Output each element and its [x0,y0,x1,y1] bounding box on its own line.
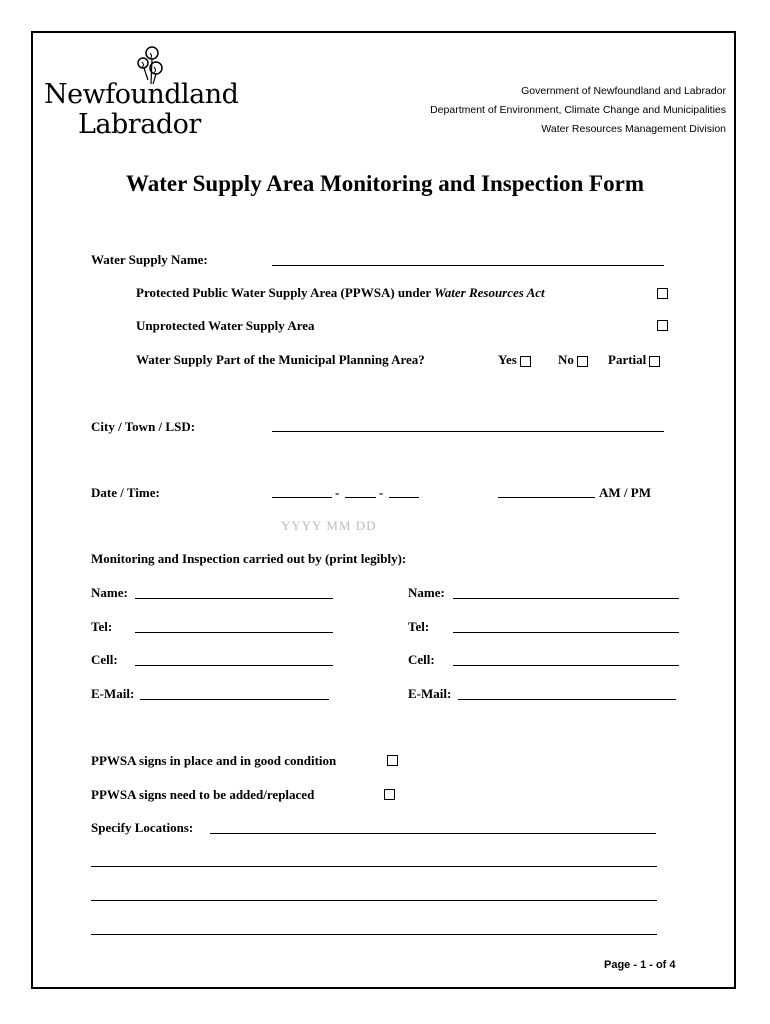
signs-replace-label: PPWSA signs need to be added/replaced [91,787,315,802]
time-field[interactable] [498,497,595,498]
am-pm-label: AM / PM [599,485,651,500]
date-time-label: Date / Time: [91,485,160,500]
water-supply-name-field[interactable] [272,265,664,266]
date-separator: - [379,485,384,500]
inspector1-email-field[interactable] [140,699,329,700]
inspector2-name-field[interactable] [453,598,679,599]
city-town-lsd-field[interactable] [272,431,664,432]
locations-field-line[interactable] [91,866,657,867]
planning-area-question: Water Supply Part of the Municipal Planning Area? [136,352,425,367]
date-separator: - [335,485,340,500]
planning-partial-option: Partial [608,352,660,368]
city-town-lsd-label: City / Town / LSD: [91,419,196,434]
inspectors-heading: Monitoring and Inspection carried out by (print legibly): [91,551,407,566]
specify-locations-label: Specify Locations: [91,820,194,835]
header-department: Department of Environment, Climate Change and Municipalities [430,104,726,116]
date-format-hint: YYYY MM DD [281,518,377,533]
inspector2-tel-field[interactable] [453,632,679,633]
signs-replace-checkbox[interactable] [384,789,395,800]
ppwsa-option-label: Protected Public Water Supply Area (PPWSA) under Water Resources Act [136,285,545,300]
signs-in-place-checkbox[interactable] [387,755,398,766]
header-division: Water Resources Management Division [541,123,726,135]
logo-text-labrador: Labrador [78,109,201,140]
pitcher-plant-logo-icon [132,44,170,84]
locations-field-line[interactable] [210,833,656,834]
planning-yes-option: Yes [498,352,531,368]
inspector2-cell-field[interactable] [453,665,679,666]
unprotected-option-label: Unprotected Water Supply Area [136,318,315,333]
inspector2-name-label: Name: [408,585,445,600]
inspector2-email-label: E-Mail: [408,686,452,701]
inspector1-cell-label: Cell: [91,652,118,667]
water-supply-name-label: Water Supply Name: [91,252,208,267]
planning-no-option: No [558,352,588,368]
form-title: Water Supply Area Monitoring and Inspection Form [126,171,644,196]
ppwsa-checkbox[interactable] [657,288,668,299]
water-resources-act-text: Water Resources Act [434,285,545,300]
inspector1-name-field[interactable] [135,598,333,599]
date-year-field[interactable] [272,497,332,498]
inspector1-cell-field[interactable] [135,665,333,666]
inspector2-tel-label: Tel: [408,619,430,634]
logo-text-newfoundland: Newfoundland [44,79,239,110]
planning-yes-checkbox[interactable] [520,356,531,367]
inspector1-name-label: Name: [91,585,128,600]
signs-in-place-label: PPWSA signs in place and in good condition [91,753,337,768]
inspector1-tel-label: Tel: [91,619,113,634]
inspector2-email-field[interactable] [458,699,676,700]
page-number: Page - 1 - of 4 [604,959,676,971]
planning-no-checkbox[interactable] [577,356,588,367]
header-government: Government of Newfoundland and Labrador [521,85,726,97]
locations-field-line[interactable] [91,934,657,935]
inspector2-cell-label: Cell: [408,652,435,667]
unprotected-checkbox[interactable] [657,320,668,331]
date-day-field[interactable] [389,497,419,498]
inspector1-email-label: E-Mail: [91,686,135,701]
locations-field-line[interactable] [91,900,657,901]
planning-partial-checkbox[interactable] [649,356,660,367]
date-month-field[interactable] [345,497,376,498]
inspector1-tel-field[interactable] [135,632,333,633]
